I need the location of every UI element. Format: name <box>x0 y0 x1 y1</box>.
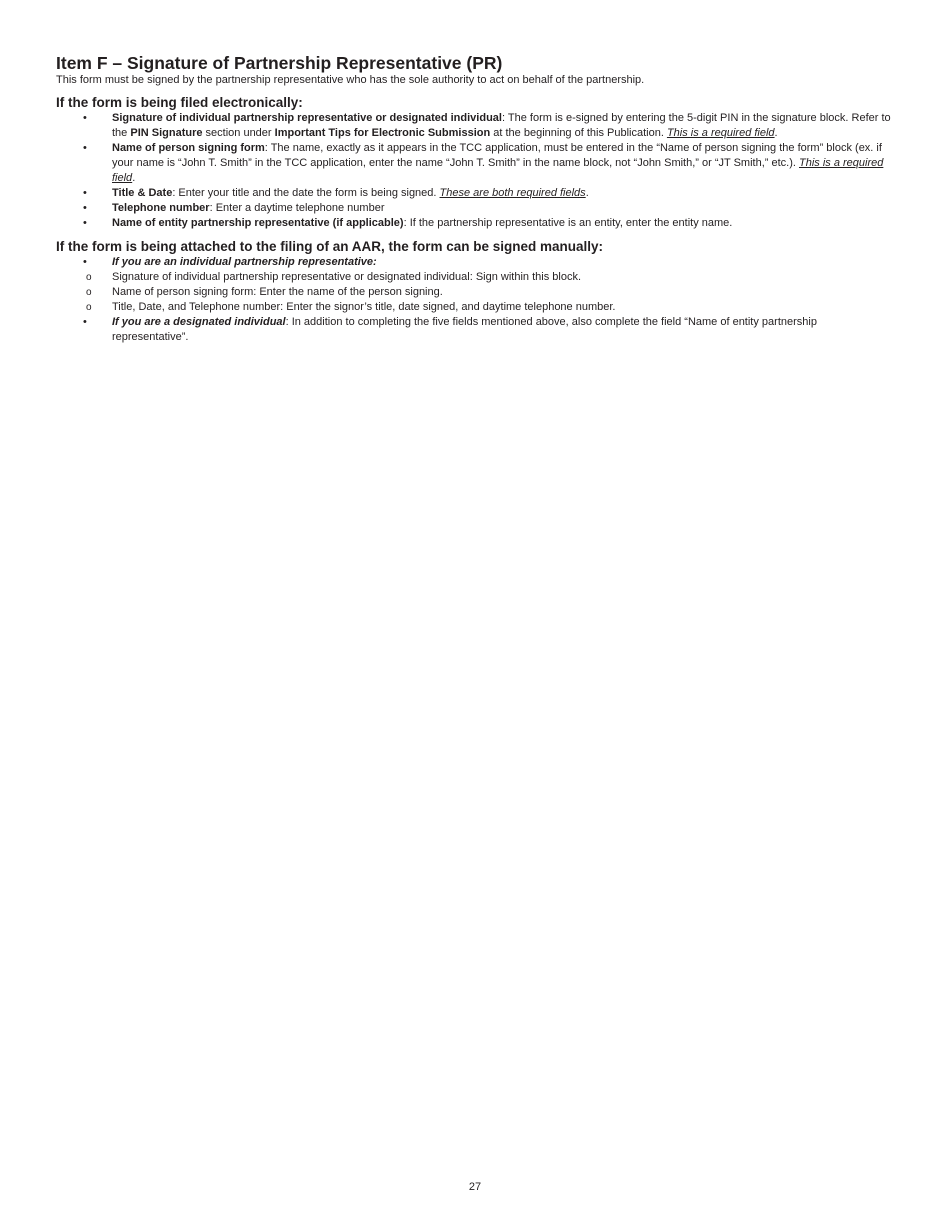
sub-item-text: Title, Date, and Telephone number: Enter the signor’s title, date signed, and daytime telephone number. <box>112 301 616 313</box>
section-heading: If the form is being filed electronically: <box>56 95 303 110</box>
text-segment: Important Tips for Electronic Submission <box>274 127 491 139</box>
intro-text: This form must be signed by the partnership representative who has the sole authority to act on behalf of the partnership. <box>56 74 645 86</box>
circle-bullet-icon: o <box>86 302 92 313</box>
list-item <box>56 216 896 231</box>
bullet-icon: • <box>83 316 87 328</box>
sub-item-text: Name of person signing form: Enter the name of the person signing. <box>112 286 443 298</box>
bullet-list <box>56 255 896 345</box>
section-heading: If the form is being attached to the filing of an AAR, the form can be signed manually: <box>56 239 604 254</box>
section-title: Item F – Signature of Partnership Representative (PR) <box>56 53 503 73</box>
list-item <box>56 186 896 201</box>
text-segment: Name of person signing form <box>112 142 265 154</box>
text-segment: : In addition to completing the five fields mentioned above, also complete the field “Name of entity partnership representative”. <box>112 316 817 343</box>
text-segment: Telephone number <box>112 202 210 214</box>
sub-list-item <box>85 285 896 300</box>
text-segment: This is a required field <box>112 157 884 184</box>
text-segment: . <box>774 127 778 139</box>
sub-item-text: Signature of individual partnership representative or designated individual: Sign within this block. <box>112 271 581 283</box>
text-segment: Title & Date <box>112 187 173 199</box>
document-page <box>56 53 896 345</box>
text-segment: . <box>132 172 136 184</box>
text-segment: at the beginning of this Publication. <box>490 127 667 139</box>
bullet-icon: • <box>83 202 87 214</box>
list-item <box>56 141 896 186</box>
text-segment: : Enter your title and the date the form is being signed. <box>172 187 440 199</box>
bullet-icon: • <box>83 217 87 229</box>
text-segment: If you are an individual partnership representative: <box>112 256 377 268</box>
text-segment: . <box>585 187 589 199</box>
circle-bullet-icon: o <box>86 287 92 298</box>
text-segment: If you are a designated individual <box>112 316 286 328</box>
bullet-icon: • <box>83 142 87 154</box>
text-segment: Name of entity partnership representative (if applicable) <box>112 217 404 229</box>
bullet-icon: • <box>83 256 87 268</box>
list-item <box>56 315 896 345</box>
text-segment: section under <box>202 127 275 139</box>
text-segment: : If the partnership representative is an entity, enter the entity name. <box>403 217 733 229</box>
sub-list-item <box>85 270 896 285</box>
sub-bullet-list <box>85 270 896 315</box>
sections <box>56 95 896 345</box>
text-segment: : The form is e-signed by entering the 5-digit PIN in the signature block. Refer to the <box>112 112 891 139</box>
bullet-list <box>56 111 896 231</box>
page-number: 27 <box>468 1181 482 1193</box>
text-segment: PIN Signature <box>130 127 203 139</box>
list-item <box>56 111 896 141</box>
list-item <box>56 201 896 216</box>
bullet-icon: • <box>83 112 87 124</box>
list-item <box>56 255 896 315</box>
text-segment: Signature of individual partnership representative or designated individual <box>112 112 502 124</box>
bullet-icon: • <box>83 187 87 199</box>
text-segment: : The name, exactly as it appears in the TCC application, must be entered in the “Name of person signing the form” block (ex. if your name is “John T. Smith” in the TCC application, enter the name “John T. Smith” in the name block, not “John Smith,” or “JT Smith,” etc.). <box>112 142 882 169</box>
circle-bullet-icon: o <box>86 272 92 283</box>
text-segment: These are both required fields <box>439 187 586 199</box>
text-segment: : Enter a daytime telephone number <box>209 202 385 214</box>
sub-list-item <box>85 300 896 315</box>
text-segment: This is a required field <box>666 127 775 139</box>
